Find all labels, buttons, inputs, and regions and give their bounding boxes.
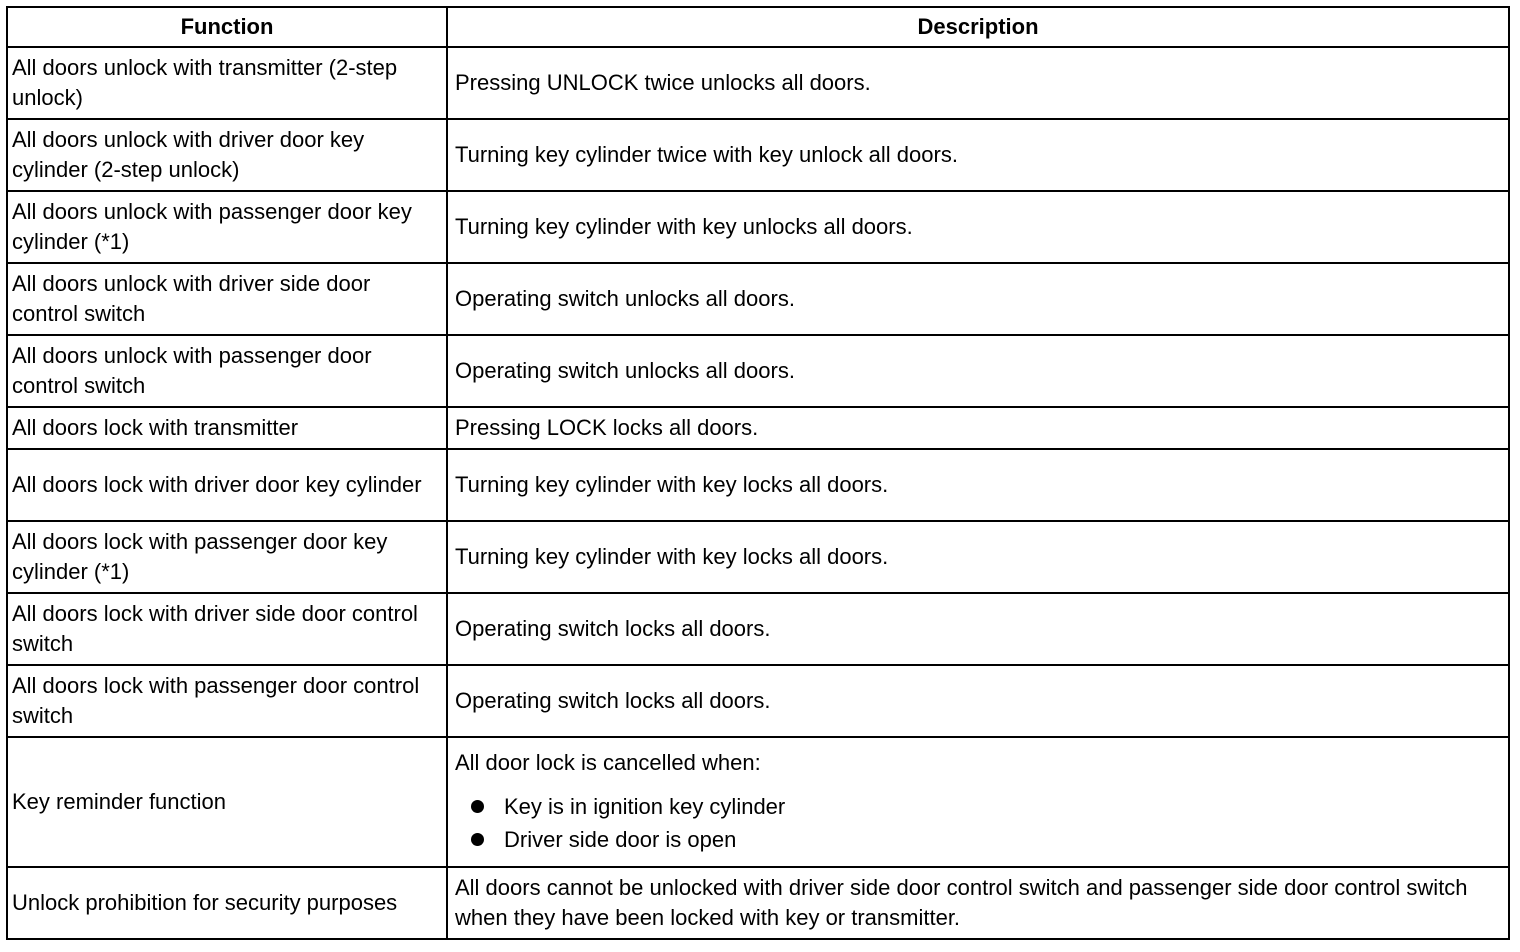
table-row xyxy=(7,593,1509,665)
door-lock-function-table xyxy=(6,6,1510,940)
table-row xyxy=(7,263,1509,335)
condition-list xyxy=(455,790,1502,856)
description-cell: Operating switch unlocks all doors. xyxy=(447,335,1509,407)
function-cell: All doors lock with driver door key cylinder xyxy=(7,449,447,521)
description-cell: Turning key cylinder with key unlocks all doors. xyxy=(447,191,1509,263)
table-row xyxy=(7,191,1509,263)
description-intro: All door lock is cancelled when: xyxy=(455,750,761,775)
table-row xyxy=(7,521,1509,593)
function-cell: All doors lock with driver side door control switch xyxy=(7,593,447,665)
description-cell: Pressing LOCK locks all doors. xyxy=(447,407,1509,449)
table-row xyxy=(7,335,1509,407)
function-cell: All doors lock with passenger door control switch xyxy=(7,665,447,737)
list-item xyxy=(471,790,1502,823)
list-item-text: Driver side door is open xyxy=(504,826,737,852)
table-row xyxy=(7,867,1509,939)
function-cell: All doors unlock with passenger door key cylinder (*1) xyxy=(7,191,447,263)
description-cell: Turning key cylinder with key locks all doors. xyxy=(447,521,1509,593)
function-cell: All doors unlock with transmitter (2-step unlock) xyxy=(7,47,447,119)
description-cell: Turning key cylinder twice with key unlock all doors. xyxy=(447,119,1509,191)
function-cell: All doors unlock with driver side door control switch xyxy=(7,263,447,335)
function-cell: Key reminder function xyxy=(7,737,447,867)
table-row xyxy=(7,407,1509,449)
function-cell: All doors lock with passenger door key cylinder (*1) xyxy=(7,521,447,593)
table-row xyxy=(7,119,1509,191)
description-cell: Operating switch locks all doors. xyxy=(447,665,1509,737)
bullet-icon xyxy=(471,800,484,813)
table-header-row xyxy=(7,7,1509,47)
description-cell: Operating switch locks all doors. xyxy=(447,593,1509,665)
description-cell: Turning key cylinder with key locks all doors. xyxy=(447,449,1509,521)
table-row xyxy=(7,449,1509,521)
description-cell xyxy=(447,737,1509,867)
function-cell: All doors lock with transmitter xyxy=(7,407,447,449)
function-cell: All doors unlock with driver door key cylinder (2-step unlock) xyxy=(7,119,447,191)
function-cell: All doors unlock with passenger door control switch xyxy=(7,335,447,407)
function-cell: Unlock prohibition for security purposes xyxy=(7,867,447,939)
list-item-text: Key is in ignition key cylinder xyxy=(504,793,786,819)
description-column-header: Description xyxy=(447,7,1509,47)
bullet-icon xyxy=(471,833,484,846)
description-cell: Operating switch unlocks all doors. xyxy=(447,263,1509,335)
list-item xyxy=(471,823,1502,856)
table-row xyxy=(7,47,1509,119)
table-row xyxy=(7,737,1509,867)
description-cell: All doors cannot be unlocked with driver side door control switch and passenger side door control switch when they have been locked with key or transmitter. xyxy=(447,867,1509,939)
description-cell: Pressing UNLOCK twice unlocks all doors. xyxy=(447,47,1509,119)
table-row xyxy=(7,665,1509,737)
function-column-header: Function xyxy=(7,7,447,47)
